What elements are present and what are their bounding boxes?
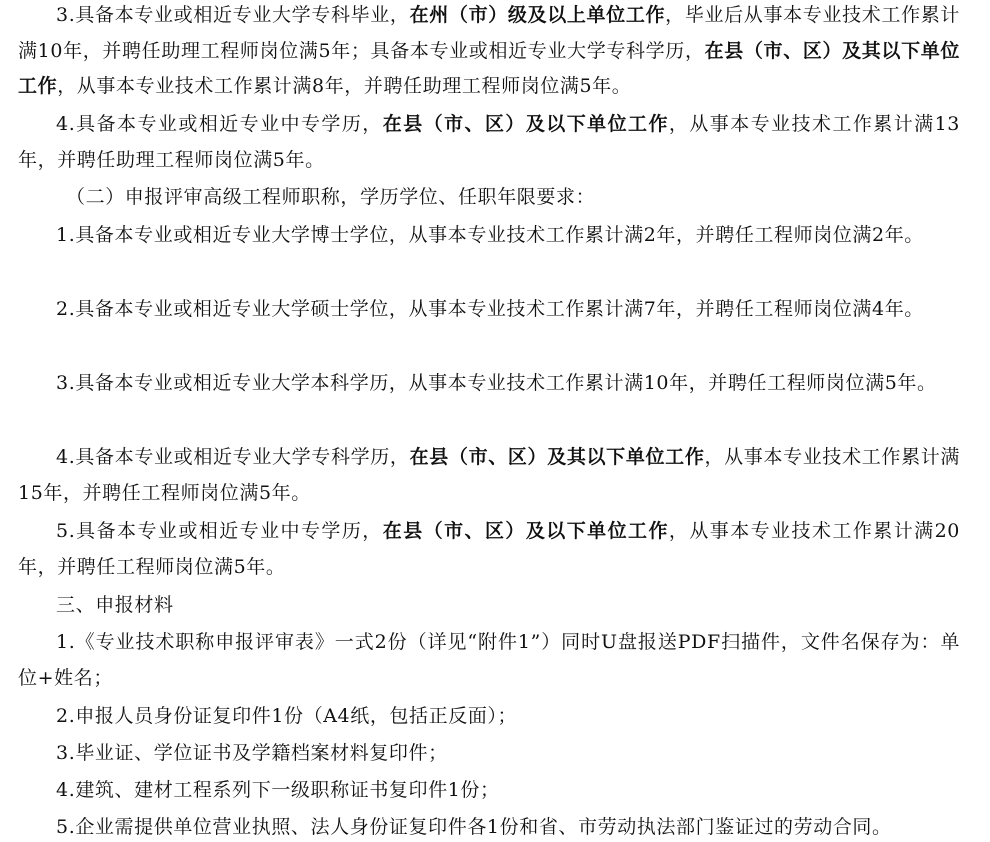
paragraph-p12	[18, 736, 960, 772]
paragraph-p2	[18, 107, 960, 178]
bold-run: 在县（市、区）及以下单位工作	[382, 113, 669, 135]
text-run: ，从事本专业技术工作累计满13年，并聘任助理工程师岗位满5年。	[18, 113, 960, 171]
text-run: 3.具备本专业或相近专业大学本科学历，从事本专业技术工作累计满10年，并聘任工程师岗位满5年。	[56, 372, 937, 394]
text-run: 4.具备本专业或相近专业大学专科学历，	[56, 446, 410, 468]
text-run: 3.毕业证、学位证书及学籍档案材料复印件；	[56, 742, 448, 764]
paragraph-p6	[18, 366, 960, 402]
paragraph-p1	[18, 0, 960, 105]
paragraph-p11	[18, 699, 960, 735]
section-heading-materials	[18, 588, 960, 624]
text-run: ，毕业后从事本专业技术工作累计满10年，并聘任助理工程师岗位满5年；具备本专业或相近专业大学专科学历，	[18, 4, 960, 62]
text-run: ，从事本专业技术工作累计满15年，并聘任工程师岗位满5年。	[18, 446, 960, 504]
paragraph-p10	[18, 625, 960, 696]
text-run: 三、申报材料	[56, 594, 174, 616]
paragraph-p13	[18, 773, 960, 809]
text-run: ，从事本专业技术工作累计满20年，并聘任工程师岗位满5年。	[18, 520, 960, 578]
bold-run: 在县（市、区）及以下单位工作	[382, 520, 669, 542]
bold-run: 在县（市、区）及其以下单位工作	[409, 446, 705, 468]
text-run: 2.具备本专业或相近专业大学硕士学位，从事本专业技术工作累计满7年，并聘任工程师岗位满4年。	[56, 298, 924, 320]
text-run: 5.具备本专业或相近专业中专学历，	[56, 520, 383, 542]
bold-run: 在县（市、区）及其以下单位工作	[18, 39, 960, 97]
paragraph-p8	[18, 514, 960, 585]
paragraph-p5	[18, 292, 960, 328]
text-run: 4.建筑、建材工程系列下一级职称证书复印件1份；	[56, 779, 500, 801]
text-run: （二）申报评审高级工程师职称，学历学位、任职年限要求：	[66, 186, 596, 208]
paragraph-p3	[18, 180, 960, 216]
text-run: 3.具备本专业或相近专业大学专科毕业，	[56, 4, 410, 26]
text-run: 5.企业需提供单位营业执照、法人身份证复印件各1份和省、市劳动执法部门鉴证过的劳动合同。	[56, 816, 892, 838]
paragraph-p4	[18, 218, 960, 254]
text-run: 1.具备本专业或相近专业大学博士学位，从事本专业技术工作累计满2年，并聘任工程师岗位满2年。	[56, 224, 924, 246]
paragraph-p7	[18, 440, 960, 511]
text-run: 1.《专业技术职称申报评审表》一式2份（详见“附件1”）同时U盘报送PDF扫描件，文件名保存为：单位+姓名；	[18, 631, 960, 689]
paragraph-p14	[18, 810, 960, 842]
text-run: 4.具备本专业或相近专业中专学历，	[56, 113, 383, 135]
text-run: ，从事本专业技术工作累计满8年，并聘任助理工程师岗位满5年。	[57, 75, 632, 97]
bold-run: 在州（市）级及以上单位工作	[409, 4, 666, 26]
text-run: 2.申报人员身份证复印件1份（A4纸，包括正反面）；	[56, 705, 518, 727]
